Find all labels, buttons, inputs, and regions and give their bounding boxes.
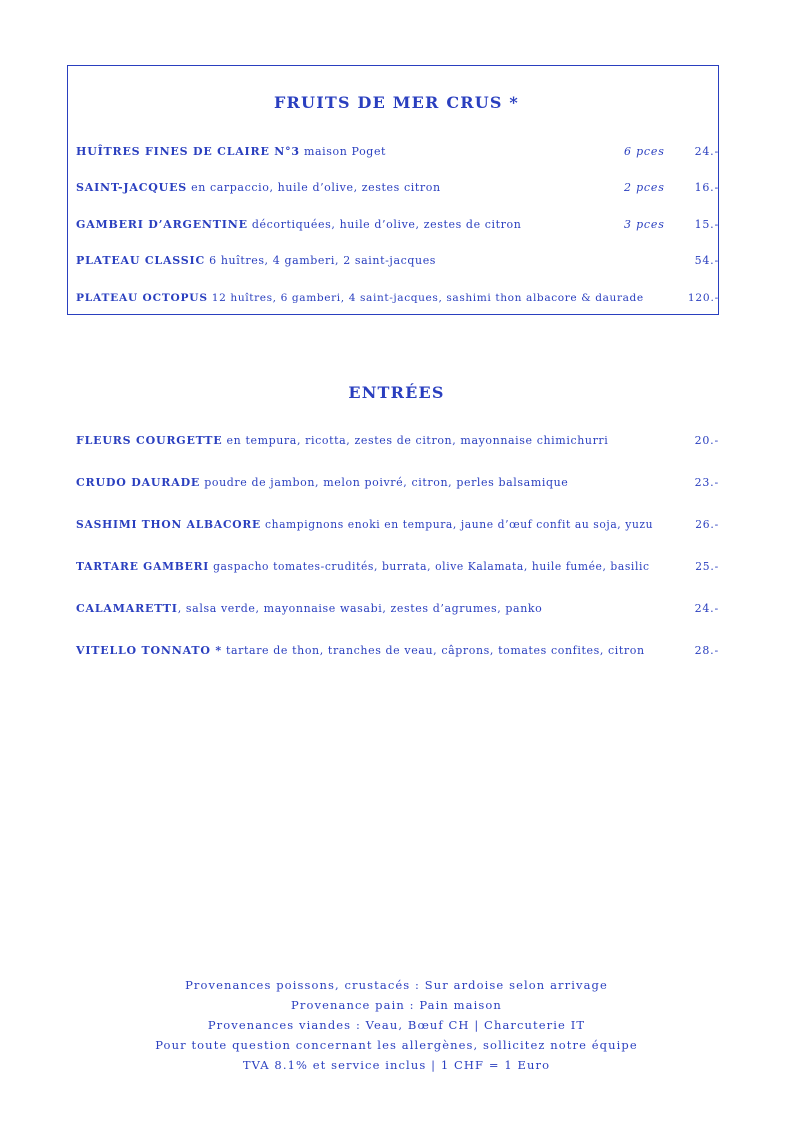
footer-line-provenance-pain: Provenance pain : Pain maison — [291, 998, 502, 1012]
menu-item — [76, 289, 719, 307]
item-price: 120.- — [687, 292, 719, 304]
item-quantity: 2 pces — [624, 181, 665, 194]
item-price: 54.- — [694, 254, 719, 267]
menu-item — [76, 432, 719, 450]
item-name: VITELLO TONNATO * — [76, 644, 222, 657]
item-name: TARTARE GAMBERI — [76, 560, 210, 573]
menu-item — [76, 558, 719, 576]
menu-item — [76, 179, 719, 197]
item-description: champignons enoki en tempura, jaune d’œuf confit au soja, yuzu — [261, 518, 654, 531]
footer-notes — [0, 975, 793, 1075]
item-price: 24.- — [694, 145, 719, 158]
menu-item — [76, 474, 719, 492]
item-description: en carpaccio, huile d’olive, zestes citron — [187, 181, 441, 194]
entrees-title: ENTRÉES — [348, 383, 445, 402]
menu-item — [76, 216, 719, 234]
item-description: , salsa verde, mayonnaise wasabi, zestes d’agrumes, panko — [177, 602, 543, 615]
item-description: gaspacho tomates-crudités, burrata, olive Kalamata, huile fumée, basilic — [209, 560, 650, 573]
menu-item — [76, 516, 719, 534]
item-name: PLATEAU CLASSIC — [76, 254, 206, 267]
item-name: SASHIMI THON ALBACORE — [76, 518, 262, 531]
item-price: 24.- — [694, 602, 719, 615]
item-name: CALAMARETTI — [76, 602, 178, 615]
footer-line-tva: TVA 8.1% et service inclus | 1 CHF = 1 Euro — [242, 1058, 551, 1072]
menu-item — [76, 143, 719, 161]
footer-line-provenance-viandes: Provenances viandes : Veau, Bœuf CH | Charcuterie IT — [207, 1018, 586, 1032]
item-name: CRUDO DAURADE — [76, 476, 201, 489]
item-price: 20.- — [694, 434, 719, 447]
item-description: tartare de thon, tranches de veau, câprons, tomates confites, citron — [221, 644, 645, 657]
item-quantity: 6 pces — [624, 145, 665, 158]
item-name: FLEURS COURGETTE — [76, 434, 223, 447]
item-name: PLATEAU OCTOPUS — [76, 292, 208, 304]
item-name: SAINT-JACQUES — [76, 181, 188, 194]
item-price: 16.- — [694, 181, 719, 194]
item-quantity: 3 pces — [624, 218, 665, 231]
item-description: maison Poget — [299, 145, 387, 158]
item-price: 28.- — [694, 644, 719, 657]
item-price: 23.- — [694, 476, 719, 489]
item-price: 25.- — [695, 560, 719, 573]
item-price: 15.- — [694, 218, 719, 231]
menu-item — [76, 600, 719, 618]
item-name: HUÎTRES FINES DE CLAIRE N°3 — [76, 145, 300, 158]
item-description: 12 huîtres, 6 gamberi, 4 saint-jacques, sashimi thon albacore & daurade — [207, 292, 644, 304]
item-name: GAMBERI D’ARGENTINE — [76, 218, 248, 231]
item-description: poudre de jambon, melon poivré, citron, perles balsamique — [200, 476, 569, 489]
item-description: 6 huîtres, 4 gamberi, 2 saint-jacques — [205, 254, 437, 267]
item-price: 26.- — [695, 518, 719, 531]
fruits-de-mer-title: FRUITS DE MER CRUS * — [273, 93, 519, 112]
menu-item — [76, 642, 719, 660]
footer-line-provenance-poissons: Provenances poissons, crustacés : Sur ardoise selon arrivage — [185, 978, 608, 992]
item-description: en tempura, ricotta, zestes de citron, mayonnaise chimichurri — [222, 434, 609, 447]
menu-item — [76, 252, 719, 270]
footer-line-allergenes: Pour toute question concernant les allergènes, sollicitez notre équipe — [155, 1038, 638, 1052]
item-description: décortiquées, huile d’olive, zestes de citron — [247, 218, 522, 231]
